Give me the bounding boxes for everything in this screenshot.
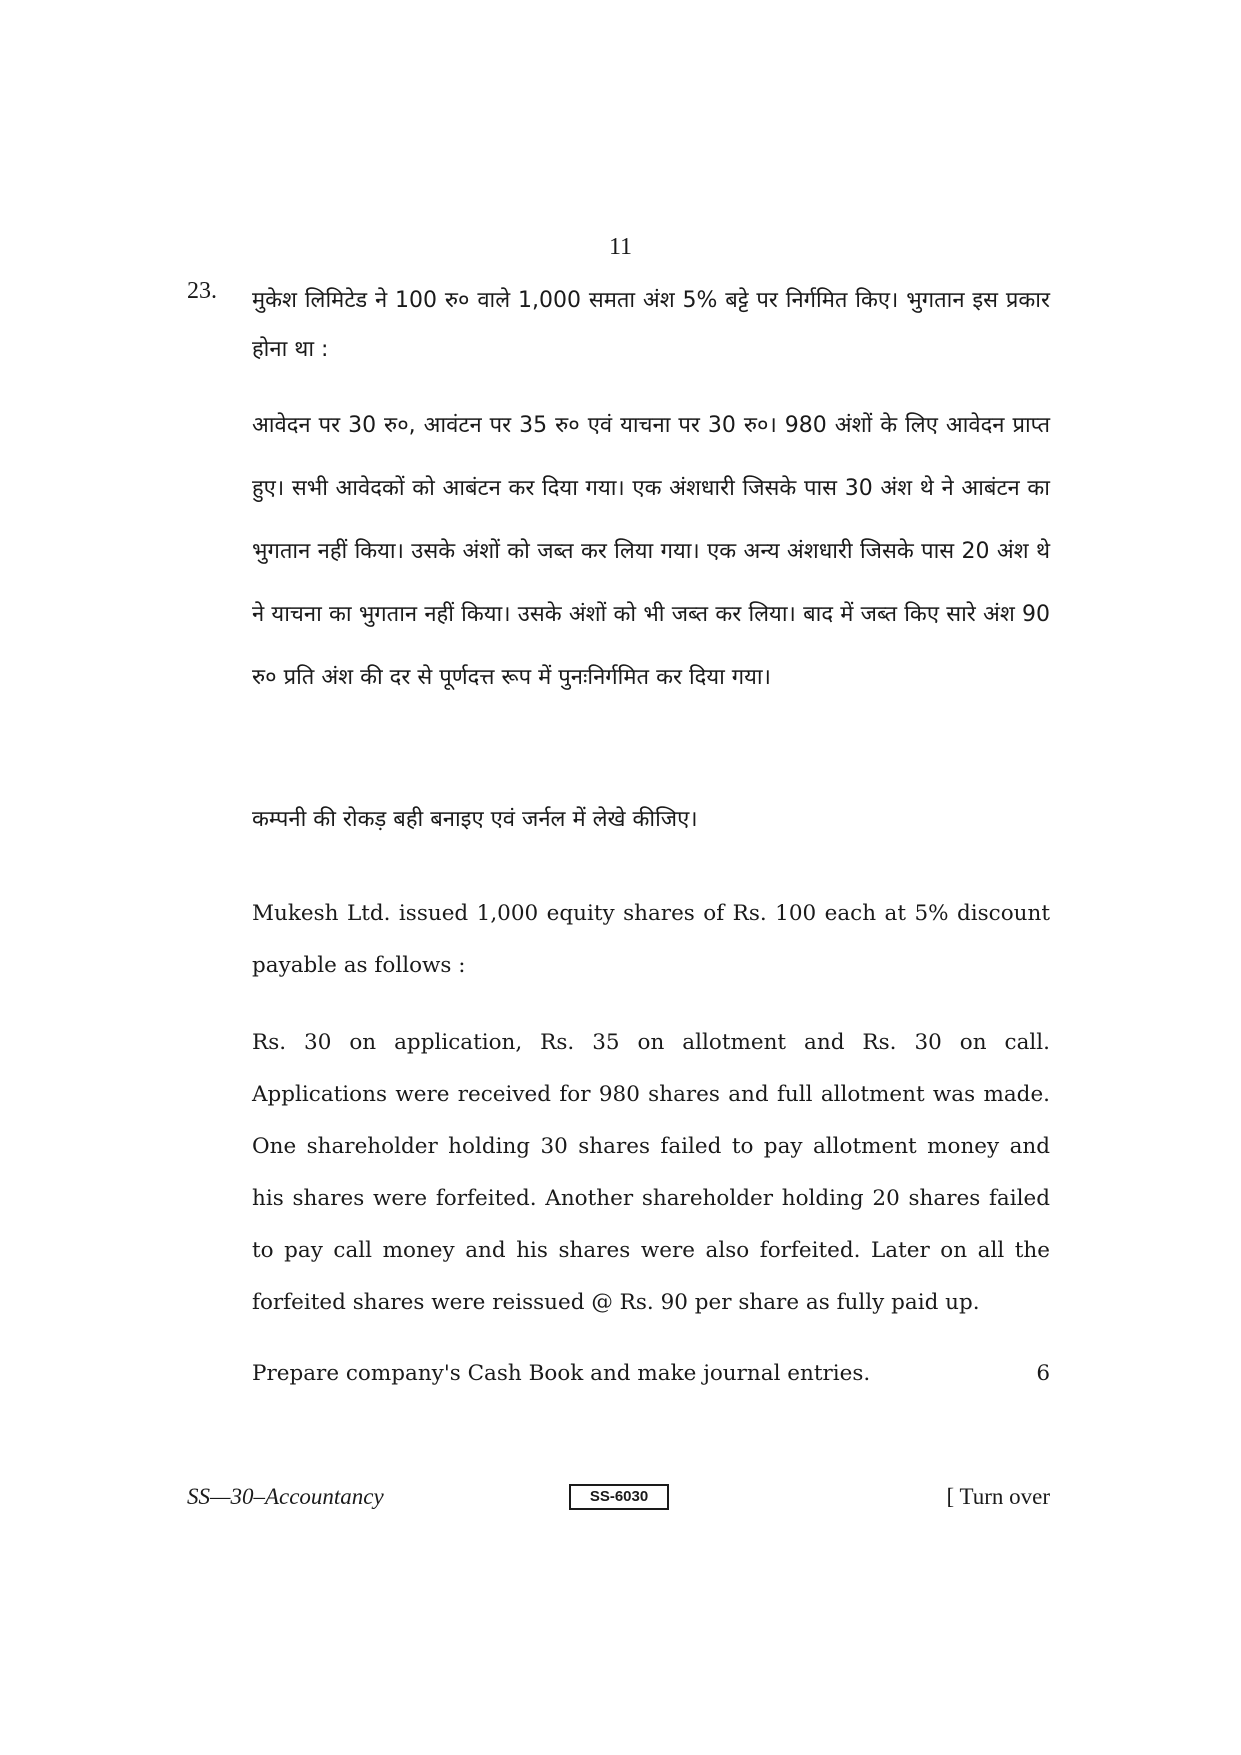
question-hindi-body: आवेदन पर 30 रु०, आवंटन पर 35 रु० एवं याचना पर 30 रु०। 980 अंशों के लिए आवेदन प्राप्त हुए। सभी आवेदकों को आबंटन कर दिया गया। एक अंशधारी जिसके पास 30 अंश थे ने आबंटन का भुगतान नहीं किया। उसके अंशों को जब्त कर लिया गया। एक अन्य अंशधारी जिसके पास 20 अंश थे ने याचना का भुगतान नहीं किया। उसके अंशों को भी जब्त कर लिया। बाद में जब्त किए सारे अंश 90 रु० प्रति अंश की दर से पूर्णदत्त रूप में पुनःनिर्गमित कर दिया गया। — [252, 413, 1050, 690]
page-number: 11 — [608, 234, 633, 260]
question-marks: 6 — [1036, 1361, 1050, 1386]
footer-turn-over: [ Turn over — [946, 1484, 1050, 1509]
question-number: 23. — [187, 278, 217, 304]
footer-subject: SS—30–Accountancy — [187, 1484, 384, 1509]
footer-paper-code: SS-6030 — [569, 1484, 669, 1510]
question-english-intro: Mukesh Ltd. issued 1,000 equity shares of Rs. 100 each at 5% discount payable as follows : — [252, 901, 1050, 978]
question-hindi-task: कम्पनी की रोकड़ बही बनाइए एवं जर्नल में लेखे कीजिए। — [252, 807, 698, 832]
question-english-body: Rs. 30 on application, Rs. 35 on allotment and Rs. 30 on call. Applications were received for 980 shares and full allotment was made. One shareholder holding 30 shares failed to pay allotment money and his shares were forfeited. Another shareholder holding 20 shares failed to pay call money and his shares were also forfeited. Later on all the forfeited shares were reissued @ Rs. 90 per share as fully paid up. — [252, 1030, 1050, 1315]
question-hindi-intro: मुकेश लिमिटेड ने 100 रु० वाले 1,000 समता अंश 5% बट्टे पर निर्गमित किए। भुगतान इस प्रकार होना था : — [252, 288, 1050, 362]
question-english-task: Prepare company's Cash Book and make journal entries. — [252, 1361, 871, 1386]
